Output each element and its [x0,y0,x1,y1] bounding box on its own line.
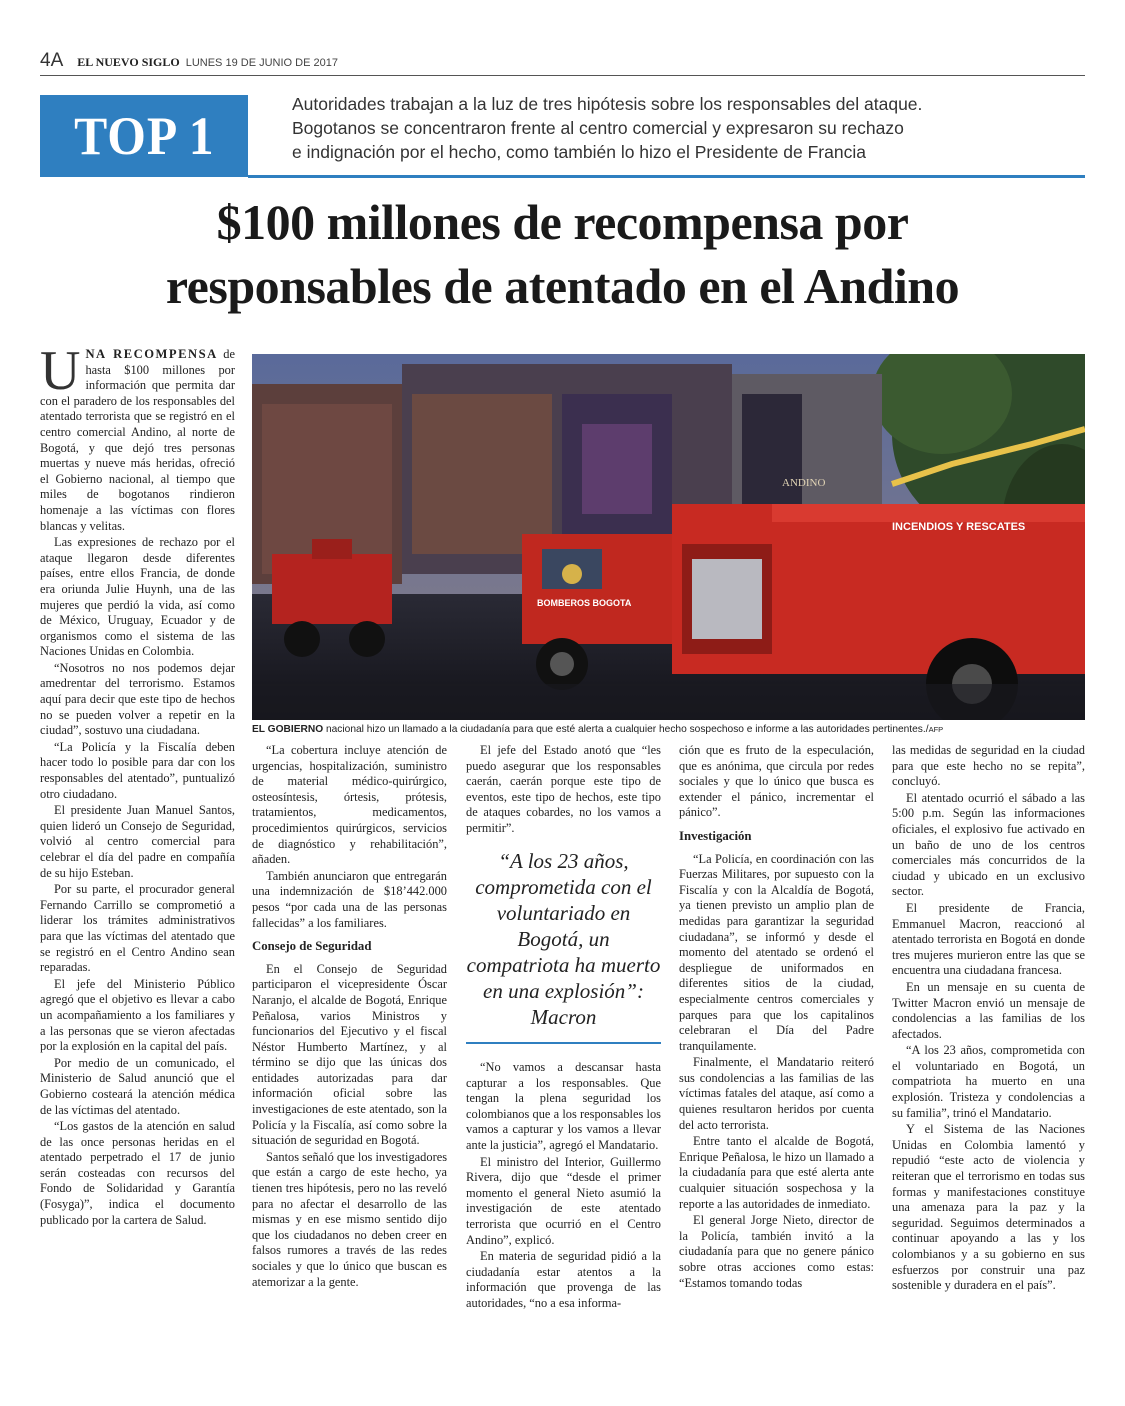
kicker-line: Bogotanos se concentraron frente al centro comercial y expresaron su rechazo [292,118,904,138]
subhead: Investigación [679,828,752,843]
section-rule [248,175,1085,178]
paragraph: En el Consejo de Seguridad participaron el vicepresidente Óscar Naranjo, el alcalde de Bogotá, Enrique Peñalosa, varios Ministros y funcionarios del Ejecutivo y el fiscal Néstor Humberto Martínez, y al término se dijo que las únicas dos entidades autorizadas para dar información oficial sobre las investigaciones de este atentado, son la Policía y la Fiscalía, así como sobre la situación de seguridad en Bogotá. [252,961,447,1148]
folio [40,50,338,72]
section-badge [40,95,248,177]
paragraph: las medidas de seguridad en la ciudad para que este hecho no se repita”, concluyó. [892,743,1085,789]
kicker-line: Autoridades trabajan a la luz de tres hipótesis sobre los responsables del ataque. [292,94,923,114]
paragraph: Las expresiones de rechazo por el ataque llegaron desde diferentes países, entre ellos Francia, de donde era oriunda Julie Huynh, una de las mujeres que perdió la vida, así como de México, Uruguay, Ecuador y de organismos como el sistema de las Naciones Unidas en Colombia. [40,535,235,659]
article-column-3 [466,743,661,838]
fire-trucks-illustration [252,354,1085,720]
paragraph: “Nosotros no nos podemos dejar amedrentar del terrorismo. Estamos aquí para decir que este tipo de hechos no se pueden volver a repetir en la ciudad”, sostuvo una ciudadana. [40,660,235,738]
paragraph: ción que es fruto de la especulación, que es anónima, que circula por redes sociales y que lo único que busca es extender el pánico, incrementar el pánico”. [679,743,874,820]
section-label: TOP 1 [73,106,215,166]
article-column-4 [679,743,874,1292]
paragraph: Por medio de un comunicado, el Ministerio de Salud anunció que el Gobierno costeará la atención médica de las víctimas del atentado. [40,1055,235,1117]
mall-sign: ANDINO [782,477,826,489]
kicker-line: e indignación por el hecho, como también lo hizo el Presidente de Francia [292,142,866,162]
subhead: Consejo de Seguridad [252,939,372,954]
photo-credit: AFP [928,725,944,734]
pull-quote-rule [466,1042,661,1044]
folio-rule [40,75,1085,76]
paragraph: “A los 23 años, comprometida con el voluntariado en Bogotá, un compatriota ha muerto en una explosión. Tristeza y condolencias a su familia”, trinó el Mandatario. [892,1043,1085,1120]
paragraph: Entre tanto el alcalde de Bogotá, Enrique Peñalosa, le hizo un llamado a la ciudadanía para que esté alerta ante cualquier situación sospechosa y la reporte a las autoridades de inmediato. [679,1134,874,1211]
headline-line: $100 millones de recompensa por [216,194,909,250]
caption-lead: EL GOBIERNO [252,724,324,735]
paragraph: El general Jorge Nieto, director de la Policía, también invitó a la ciudadanía para que no genere pánico sobre otras acciones como estas: “Estamos tomando todas [679,1213,874,1290]
caption-text: nacional hizo un llamado a la ciudadanía para que esté alerta a cualquier hecho sospechoso e informe a las autoridades pertinentes./ [323,724,929,735]
article-column-3-continued [466,1060,661,1313]
paragraph: “Los gastos de la atención en salud de las once personas heridas en el atentado perpetrado el 17 de junio serán costeadas con recursos del Fondo de Solidaridad y Garantía (Fosyga)”, indica el documento publicado por la cartera de Salud. [40,1119,235,1227]
paragraph: “La cobertura incluye atención de urgencias, hospitalización, suministro de material médico-quirúrgico, osteosíntesis, órtesis, prótesis, tratamientos, medicamentos, procedimientos quirúrgicos, servicios de diagnóstico y rehabilitación”, añaden. [252,743,447,867]
pull-quote: “A los 23 años, comprometida con el voluntariado en Bogotá, un compatriota ha muerto en una explosión”: Macron [466,849,661,1029]
paragraph: El atentado ocurrió el sábado a las 5:00 p.m. Según las informaciones oficiales, el explosivo fue activado en un baño de uno de los centros comerciales más concurridos de la ciudad y ubicado en un exclusivo sector. [892,790,1085,899]
paragraph: El jefe del Estado anotó que “les puedo asegurar que los responsables caerán, caerán porque este tipo de eventos, este tipo de hechos, este tipo de ataques cobardes, no los vamos a permitir”. [466,743,661,835]
paragraph: También anunciaron que entregarán una indemnización de $18’442.000 pesos “por cada una de las personas fallecidas” a los familiares. [252,868,447,930]
news-photo [252,354,1085,720]
paragraph: En materia de seguridad pidió a la ciudadanía estar atentos a la información que provenga de las autoridades, “no a esa informa- [466,1249,661,1310]
truck-side-label: INCENDIOS Y RESCATES [892,521,1026,533]
article-column-2 [252,743,447,1291]
paragraph: “No vamos a descansar hasta capturar a los responsables. Que tengan la plena seguridad los colombianos que a los responsables los vamos a capturar y los vamos a llevar ante la justicia”, agregó el Mandatario. [466,1060,661,1152]
lead-caps: NA RECOMPENSA [85,347,218,361]
drop-cap: U [40,340,81,402]
paragraph: En un mensaje en su cuenta de Twitter Macron envió un mensaje de condolencias a las familias de los afectados. [892,979,1085,1041]
page-number: 4A [40,50,64,71]
lead-paragraph [40,340,236,534]
paragraph: El ministro del Interior, Guillermo Rivera, dijo que “desde el primer momento el general Nieto asumió la investigación de este atentado terrorista que ocurrió en el Centro Andino”, explicó. [466,1154,661,1247]
paragraph: “La Policía y la Fiscalía deben hacer todo lo posible para dar con los responsables del atentado”, puntualizó otro ciudadano. [40,739,235,801]
paragraph: “La Policía, en coordinación con las Fuerzas Militares, por supuesto con la Fiscalía y con la Alcaldía de Bogotá, ya tienen previsto un amplio plan de medidas para garantizar la seguridad ciudadana”, se informó y desde el momento del atentado se ordenó el despliegue de uniformados en diferentes sitios de la ciudad, especialmente centros comerciales y parques para que los capitalinos celebraran el Día del Padre tranquilamente. [679,851,874,1053]
headline-line: responsables de atentado en el Andino [165,258,960,314]
paragraph: Y el Sistema de las Naciones Unidas en Colombia lamentó y repudió “este acto de violencia y reiteran que el terrorismo en todas sus formas y manifestaciones constituye una amenaza para la paz y la seguridad. Seguimos determinados a continuar apoyando a las y los colombianos y a su gobierno en sus esfuerzos por construir una paz sostenible y duradera en el país”. [892,1122,1085,1293]
paragraph: Santos señaló que los investigadores que están a cargo de este hecho, ya tienen tres hipótesis, pero no las reveló para no afectar el desarrollo de las mismas y en ese mismo sentido dijo que los ciudadanos no deben creer en falsos rumores a través de las redes sociales y que lo único que buscan es atemorizar a la gente. [252,1149,448,1289]
photo-caption [252,723,1085,736]
article-column-1 [40,340,236,1229]
headline [40,190,1085,318]
issue-date: LUNES 19 DE JUNIO DE 2017 [185,57,338,69]
newspaper-name: EL NUEVO SIGLO [77,55,180,69]
lead-text: de hasta $100 millones por información que permita dar con el paradero de los responsables del atentado terrorista que se registró en el centro comercial Andino, al norte de Bogotá, y que dejó tres personas muertas y nueve más heridas, ofreció el Gobierno nacional, al tiempo que miles de bogotanos rindieron homenaje a las víctimas con flores blancas y velitas. [40,347,236,533]
article-column-5 [892,743,1085,1295]
paragraph: El presidente Juan Manuel Santos, quien lideró un Consejo de Seguridad, volvió al centro comercial para celebrar el día del padre en compañía de su hijo Esteban. [40,803,235,880]
paragraph: El jefe del Ministerio Público agregó que el objetivo es llevar a cabo un acompañamiento a los familiares y a las personas que se vieron afectadas por la explosión en la capital del país. [40,976,235,1054]
paragraph: El presidente de Francia, Emmanuel Macron, reaccionó al atentado terrorista en Bogotá en donde tres mujeres murieron entre las que se encuentra una ciudadana francesa. [892,900,1085,978]
truck-door-label: BOMBEROS BOGOTA [537,598,632,608]
kicker [292,92,1082,164]
paragraph: Finalmente, el Mandatario reiteró sus condolencias a las familias de las víctimas fatales del ataque, así como a quienes resultaron heridos por cuenta del acto terrorista. [679,1055,874,1132]
paragraph: Por su parte, el procurador general Fernando Carrillo se comprometió a liderar los trámites administrativos para que las víctimas del atentado que se registró en el Centro Andino sean reparadas. [40,882,235,975]
